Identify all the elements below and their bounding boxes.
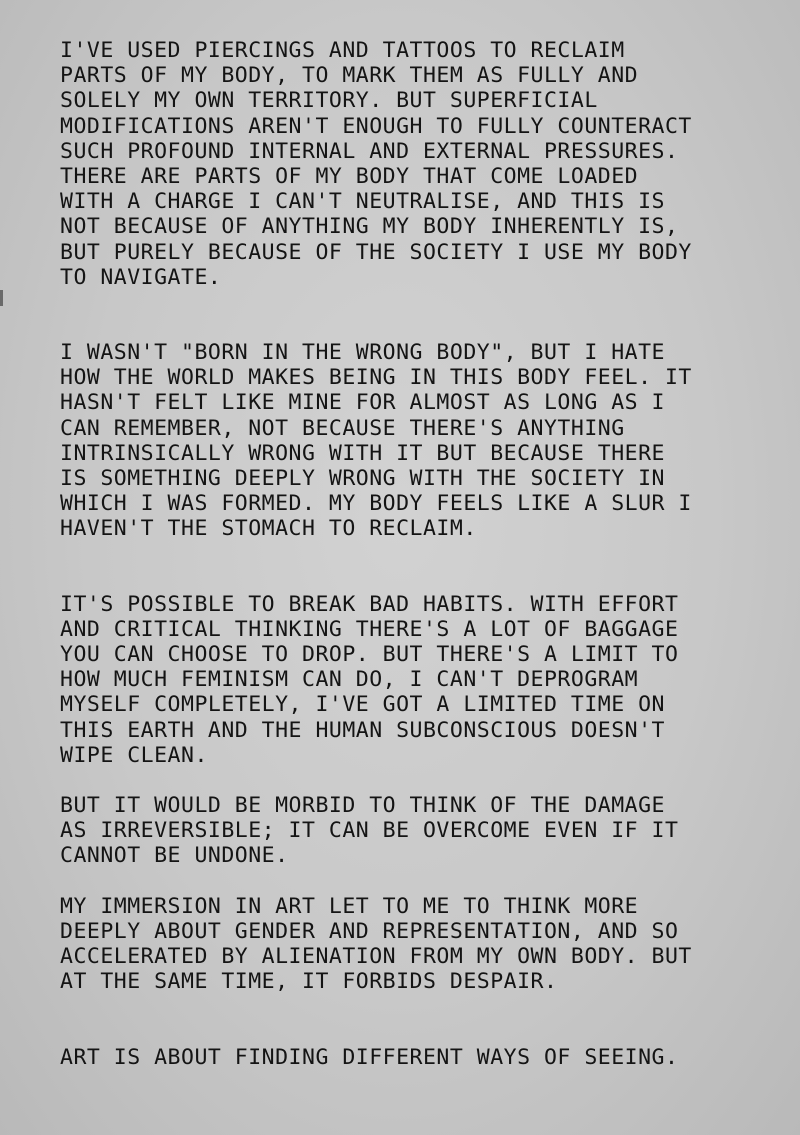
text-line: ACCELERATED BY ALIENATION FROM MY OWN BODY. BUT	[60, 944, 692, 970]
text-line: SOLELY MY OWN TERRITORY. BUT SUPERFICIAL	[60, 88, 598, 114]
text-line: I WASN'T "BORN IN THE WRONG BODY", BUT I HATE	[60, 340, 665, 366]
body-text	[60, 38, 760, 1070]
paragraph-4	[60, 793, 760, 869]
paragraph-spacer	[60, 542, 760, 592]
text-line: HASN'T FELT LIKE MINE FOR ALMOST AS LONG AS I	[60, 390, 665, 416]
text-line: IS SOMETHING DEEPLY WRONG WITH THE SOCIETY IN	[60, 466, 665, 492]
text-line: BUT PURELY BECAUSE OF THE SOCIETY I USE MY BODY	[60, 239, 692, 265]
text-line: AS IRREVERSIBLE; IT CAN BE OVERCOME EVEN IF IT	[60, 818, 679, 844]
paragraph-spacer	[60, 995, 760, 1045]
text-line: THIS EARTH AND THE HUMAN SUBCONSCIOUS DOESN'T	[60, 717, 665, 743]
text-line: CANNOT BE UNDONE.	[60, 843, 289, 869]
text-line: MYSELF COMPLETELY, I'VE GOT A LIMITED TIME ON	[60, 692, 665, 718]
scan-edge-mark	[0, 290, 3, 306]
paragraph-2	[60, 340, 760, 542]
text-line: AT THE SAME TIME, IT FORBIDS DESPAIR.	[60, 969, 558, 995]
text-line: YOU CAN CHOOSE TO DROP. BUT THERE'S A LIMIT TO	[60, 642, 679, 668]
text-line: DEEPLY ABOUT GENDER AND REPRESENTATION, AND SO	[60, 918, 679, 944]
text-line: IT'S POSSIBLE TO BREAK BAD HABITS. WITH EFFORT	[60, 591, 679, 617]
paragraph-5	[60, 894, 760, 995]
paragraph-6	[60, 1045, 760, 1070]
text-line: INTRINSICALLY WRONG WITH IT BUT BECAUSE THERE	[60, 440, 665, 466]
text-line: HOW MUCH FEMINISM CAN DO, I CAN'T DEPROGRAM	[60, 667, 639, 693]
text-line: HOW THE WORLD MAKES BEING IN THIS BODY FEEL. IT	[60, 365, 692, 391]
text-line: WIPE CLEAN.	[60, 742, 208, 768]
paragraph-spacer	[60, 869, 760, 894]
text-line: I'VE USED PIERCINGS AND TATTOOS TO RECLAIM	[60, 38, 625, 63]
text-line: THERE ARE PARTS OF MY BODY THAT COME LOADED	[60, 164, 639, 190]
paragraph-spacer	[60, 290, 760, 340]
text-line: AND CRITICAL THINKING THERE'S A LOT OF BAGGAGE	[60, 616, 679, 642]
text-line: PARTS OF MY BODY, TO MARK THEM AS FULLY AND	[60, 63, 639, 89]
text-line: HAVEN'T THE STOMACH TO RECLAIM.	[60, 516, 477, 542]
text-line: MODIFICATIONS AREN'T ENOUGH TO FULLY COUNTERACT	[60, 113, 692, 139]
text-line: NOT BECAUSE OF ANYTHING MY BODY INHERENTLY IS,	[60, 214, 679, 240]
paragraph-spacer	[60, 768, 760, 793]
paragraph-1	[60, 38, 760, 290]
text-line: WHICH I WAS FORMED. MY BODY FEELS LIKE A SLUR I	[60, 491, 692, 517]
text-line: MY IMMERSION IN ART LET TO ME TO THINK MORE	[60, 893, 639, 919]
text-line: TO NAVIGATE.	[60, 264, 222, 290]
text-line: WITH A CHARGE I CAN'T NEUTRALISE, AND THIS IS	[60, 189, 665, 215]
text-line: SUCH PROFOUND INTERNAL AND EXTERNAL PRESSURES.	[60, 138, 679, 164]
paragraph-3	[60, 592, 760, 768]
text-line: BUT IT WOULD BE MORBID TO THINK OF THE DAMAGE	[60, 793, 665, 819]
text-line: CAN REMEMBER, NOT BECAUSE THERE'S ANYTHING	[60, 415, 625, 441]
text-line: ART IS ABOUT FINDING DIFFERENT WAYS OF SEEING.	[60, 1044, 679, 1070]
